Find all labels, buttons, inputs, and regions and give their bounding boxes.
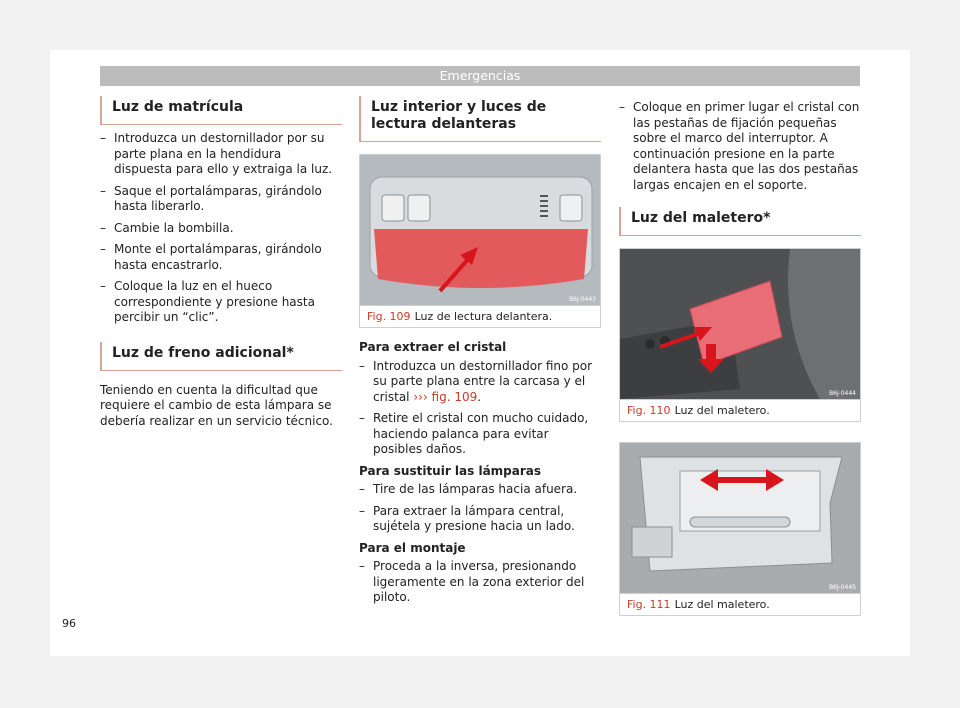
list-item: – Monte el portalámparas, girándolo hasta encastrarlo.	[100, 242, 342, 273]
page-number: 96	[62, 617, 76, 630]
column-2	[359, 96, 601, 612]
figure-109-image	[360, 155, 600, 305]
steps-colocar	[619, 100, 861, 193]
list-item: – Retire el cristal con mucho cuidado, haciendo palanca para evitar posibles daños.	[359, 411, 601, 458]
figure-110	[619, 248, 861, 422]
figure-110-image	[620, 249, 860, 399]
figure-code: B6J-0444	[829, 390, 856, 397]
caption-text: Luz de lectura delantera.	[414, 310, 553, 323]
caption-text: Luz del maletero.	[674, 598, 770, 611]
heading-luz-interior: Luz interior y luces de lectura delanteras	[359, 96, 601, 142]
subheading-extraer: Para extraer el cristal	[359, 340, 507, 354]
figure-number: Fig. 111	[627, 598, 671, 611]
heading-luz-matricula: Luz de matrícula	[100, 96, 342, 125]
subheading-montaje: Para el montaje	[359, 540, 466, 555]
heading-luz-maletero: Luz del maletero*	[619, 207, 861, 236]
figure-caption	[620, 399, 860, 421]
column-3	[619, 96, 861, 616]
trunk-lamp-illustration	[620, 443, 860, 593]
figure-ref-link[interactable]: ››› fig. 109	[413, 389, 478, 404]
figure-code: B6J-0445	[829, 584, 856, 591]
heading-freno-adicional: Luz de freno adicional*	[100, 342, 342, 371]
figure-111	[619, 442, 861, 616]
subheading-sustituir: Para sustituir las lámparas	[359, 463, 542, 478]
list-item: – Cambie la bombilla.	[100, 221, 342, 237]
figure-code: B6J-0443	[569, 296, 596, 303]
list-item: – Coloque la luz en el hueco correspondiente y presione hasta percibir un “clic”.	[100, 279, 342, 326]
figure-caption	[360, 305, 600, 327]
figure-111-image	[620, 443, 860, 593]
figure-109	[359, 154, 601, 328]
section-header: Emergencias	[100, 66, 860, 86]
list-item-text: Introduzca un destornillador fino por su parte plana entre la carcasa y el cristal	[373, 358, 593, 404]
list-item: – Introduzca un destornillador por su parte plana en la hendidura dispuesta para ello y extraiga la luz.	[100, 131, 342, 178]
figure-caption	[620, 593, 860, 615]
paragraph-freno: Teniendo en cuenta la dificultad que requiere el cambio de esta lámpara se debería realizar en un servicio técnico.	[100, 382, 333, 428]
steps-extraer	[359, 359, 601, 458]
list-item: – Proceda a la inversa, presionando ligeramente en la zona exterior del piloto.	[359, 559, 601, 606]
caption-text: Luz del maletero.	[674, 404, 770, 417]
list-item: – Para extraer la lámpara central, sujétela y presione hacia un lado.	[359, 504, 601, 535]
list-item: – Introduzca un destornillador fino por su parte plana entre la carcasa y el cristal ››› fig. 109.	[359, 359, 601, 406]
list-item: – Coloque en primer lugar el cristal con las pestañas de fijación pequeñas sobre el marco del interruptor. A continuación presione en la parte delantera hasta que las dos pestañas largas encajen en el soporte.	[619, 100, 861, 193]
trunk-light-illustration	[620, 249, 860, 399]
steps-matricula	[100, 131, 342, 326]
figure-number: Fig. 110	[627, 404, 671, 417]
list-item: – Tire de las lámparas hacia afuera.	[359, 482, 601, 498]
figure-number: Fig. 109	[367, 310, 411, 323]
steps-montaje	[359, 559, 601, 606]
list-item: – Saque el portalámparas, girándolo hasta liberarlo.	[100, 184, 342, 215]
steps-sustituir	[359, 482, 601, 535]
column-1	[100, 96, 342, 429]
reading-light-illustration	[360, 155, 600, 305]
